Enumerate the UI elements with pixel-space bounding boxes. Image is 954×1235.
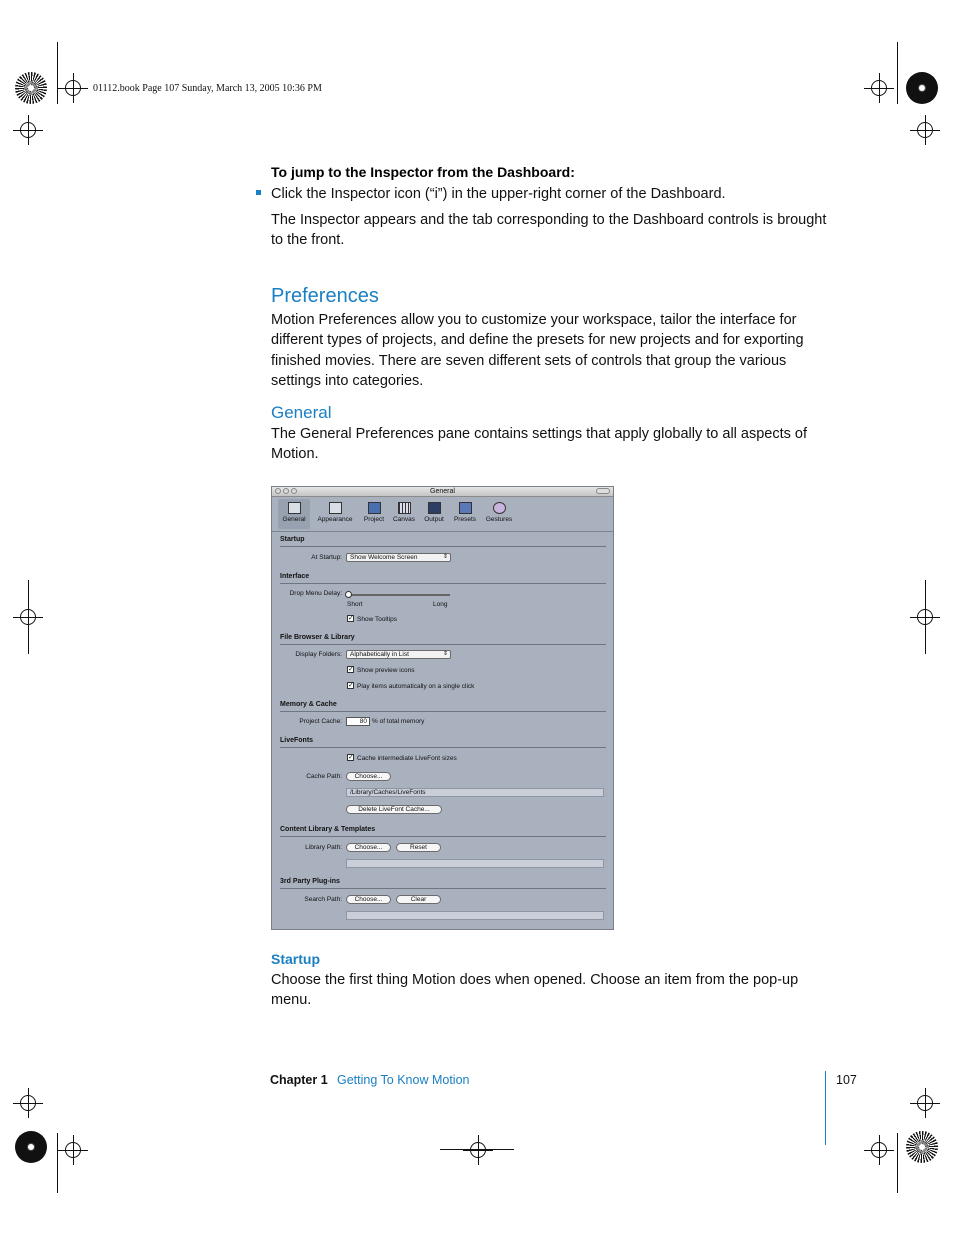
tab-label: Presets (453, 516, 477, 523)
preferences-heading: Preferences (271, 285, 379, 307)
crosshair-mark (917, 1095, 933, 1111)
tab-label: Appearance (317, 516, 353, 523)
play-items-checkbox[interactable]: ✓ (348, 682, 354, 689)
project-cache-unit: % of total memory (372, 718, 425, 725)
window-title: General (430, 488, 455, 495)
cache-path-choose-button[interactable]: Choose... (346, 772, 391, 781)
library-path-choose-button[interactable]: Choose... (346, 843, 391, 852)
display-folders-label: Display Folders: (295, 651, 342, 658)
jump-result-line: The Inspector appears and the tab corresponding to the Dashboard controls is brought (271, 212, 827, 228)
crosshair-mark (871, 1142, 887, 1158)
section-file-browser: File Browser & Library (280, 634, 355, 641)
window-title-bar (272, 487, 613, 497)
paragraph-line: The General Preferences pane contains settings that apply globally to all aspects of (271, 426, 808, 442)
popup-value: Show Welcome Screen (350, 554, 418, 561)
library-path-label: Library Path: (305, 844, 342, 851)
at-startup-popup[interactable] (346, 553, 451, 562)
tab-appearance[interactable] (312, 499, 358, 529)
project-cache-label: Project Cache: (299, 718, 342, 725)
startup-heading: Startup (271, 951, 320, 967)
jump-result-line: to the front. (271, 232, 345, 248)
display-folders-popup[interactable] (346, 650, 451, 659)
crosshair-mark (65, 80, 81, 96)
section-divider (280, 747, 606, 748)
footer-chapter: Chapter 1 (270, 1073, 328, 1087)
crop-line (925, 580, 926, 654)
paragraph-line: Motion Preferences allow you to customize your workspace, tailor the interface for (271, 312, 797, 328)
drop-menu-delay-label: Drop Menu Delay: (289, 590, 342, 597)
show-tooltips-label: Show Tooltips (357, 616, 397, 623)
output-icon (428, 502, 441, 514)
section-divider (280, 888, 606, 889)
section-divider (280, 711, 606, 712)
footer-divider (825, 1071, 826, 1145)
general-paragraph (271, 424, 807, 465)
popup-value: Alphabetically in List (350, 651, 409, 658)
cache-path-field[interactable]: /Library/Caches/LiveFonts (346, 788, 604, 797)
tab-project[interactable] (360, 499, 388, 529)
section-plugins: 3rd Party Plug-ins (280, 878, 340, 885)
registration-sunburst-bottom-left (15, 1131, 47, 1163)
slider-min-label: Short (347, 601, 363, 608)
slider-max-label: Long (433, 601, 448, 608)
crosshair-mark (20, 122, 36, 138)
drop-menu-delay-slider-track[interactable] (348, 594, 450, 596)
canvas-grid-icon (398, 502, 411, 514)
presets-icon (459, 502, 472, 514)
section-content-library: Content Library & Templates (280, 826, 376, 833)
crop-line (440, 1149, 514, 1150)
search-path-choose-button[interactable]: Choose... (346, 895, 391, 904)
search-path-field[interactable] (346, 911, 604, 920)
paragraph-line: different types of projects, and define the presets for new projects and for exporting (271, 332, 804, 349)
paragraph-line: Motion. (271, 446, 319, 463)
crop-line (57, 42, 58, 104)
jump-heading: To jump to the Inspector from the Dashboard: (271, 164, 575, 180)
tab-label: Project (363, 516, 385, 523)
section-divider (280, 583, 606, 584)
registration-sunburst-top-right (906, 72, 938, 104)
project-icon (368, 502, 381, 514)
registration-sunburst-bottom-right (906, 1131, 938, 1163)
crosshair-mark (65, 1142, 81, 1158)
crop-line (897, 1133, 898, 1193)
tab-output[interactable] (420, 499, 448, 529)
section-divider (280, 546, 606, 547)
tab-general[interactable] (278, 499, 310, 529)
popup-arrows-icon: ⇕ (442, 651, 448, 657)
crosshair-mark (20, 1095, 36, 1111)
show-preview-icons-label: Show preview icons (357, 667, 415, 674)
general-switch-icon (288, 502, 301, 514)
play-items-label: Play items automatically on a single click (357, 683, 475, 690)
section-memory-cache: Memory & Cache (280, 701, 337, 708)
cache-livefont-checkbox[interactable]: ✓ (348, 754, 354, 761)
delete-livefont-cache-button[interactable]: Delete LiveFont Cache... (346, 805, 442, 814)
crosshair-mark (917, 122, 933, 138)
library-path-reset-button[interactable]: Reset (396, 843, 441, 852)
tab-label: Gestures (485, 516, 513, 523)
crop-line (897, 42, 898, 104)
drop-menu-delay-slider-knob[interactable] (345, 591, 352, 598)
library-path-field[interactable] (346, 859, 604, 868)
tab-presets[interactable] (450, 499, 480, 529)
page-number: 107 (836, 1073, 857, 1087)
registration-sunburst-top-left (15, 72, 47, 104)
preferences-paragraph (271, 310, 804, 391)
cache-path-label: Cache Path: (306, 773, 342, 780)
crop-line (28, 580, 29, 654)
cache-livefont-label: Cache intermediate LiveFont sizes (357, 755, 457, 762)
crosshair-mark (871, 80, 887, 96)
toolbar-toggle-icon[interactable] (596, 488, 610, 494)
print-header-info: 01112.book Page 107 Sunday, March 13, 2005 10:36 PM (93, 83, 322, 94)
paragraph-line: Choose the first thing Motion does when opened. Choose an item from the pop-up (271, 972, 799, 988)
general-heading: General (271, 403, 332, 422)
section-divider (280, 836, 606, 837)
section-interface: Interface (280, 573, 310, 580)
tab-label: General (282, 516, 306, 523)
tab-label: Canvas (392, 516, 416, 523)
section-startup: Startup (280, 536, 305, 543)
gestures-pen-icon (493, 502, 506, 514)
popup-arrows-icon: ⇕ (442, 554, 448, 560)
show-preview-icons-checkbox[interactable]: ✓ (348, 666, 354, 673)
search-path-clear-button[interactable]: Clear (396, 895, 441, 904)
crosshair-mark (470, 1142, 486, 1158)
project-cache-input[interactable]: 80 (346, 717, 370, 726)
general-preferences-window (271, 486, 614, 930)
tab-canvas[interactable] (390, 499, 418, 529)
section-livefonts: LiveFonts (280, 737, 314, 744)
preferences-toolbar (272, 497, 613, 532)
tab-label: Output (424, 516, 444, 523)
at-startup-label: At Startup: (311, 554, 342, 561)
paragraph-line: menu. (271, 992, 312, 1009)
bullet-square-icon (256, 190, 261, 195)
jump-bullet-text: Click the Inspector icon (“i”) in the upper-right corner of the Dashboard. (271, 186, 726, 202)
appearance-window-icon (329, 502, 342, 514)
crop-line (57, 1133, 58, 1193)
section-divider (280, 644, 606, 645)
search-path-label: Search Path: (304, 896, 342, 903)
paragraph-line: settings into categories. (271, 372, 424, 389)
startup-paragraph (271, 970, 798, 1011)
show-tooltips-checkbox[interactable]: ✓ (348, 615, 354, 622)
paragraph-line: finished movies. There are seven different sets of controls that group the various (271, 352, 787, 369)
footer-chapter-title: Getting To Know Motion (337, 1073, 470, 1087)
tab-gestures[interactable] (482, 499, 516, 529)
